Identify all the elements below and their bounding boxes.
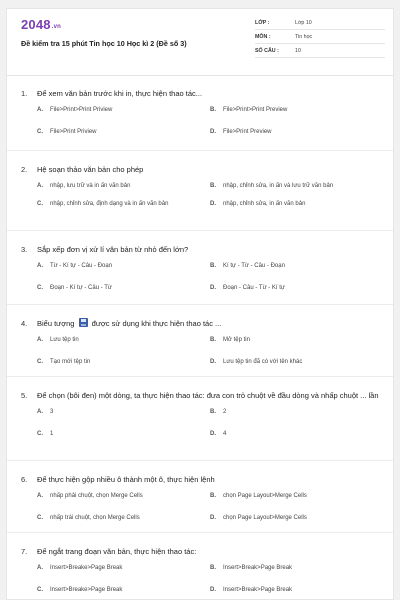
answer-text: Insert>Break>Page Break	[223, 565, 293, 571]
answer-text: Đoạn - Câu - Từ - Kí tự	[223, 285, 285, 291]
logo-text: 2048	[21, 17, 51, 32]
answer-text: Tạo mới tệp tin	[50, 359, 91, 365]
answer-letter: C.	[37, 285, 43, 291]
question-number: 4.	[21, 319, 28, 328]
answer-option[interactable]	[210, 358, 383, 367]
logo-suffix: .vn	[51, 24, 62, 30]
answer-letter: B.	[210, 409, 216, 415]
answer-letter: D.	[210, 129, 216, 135]
answer-letter: A.	[37, 337, 43, 343]
answer-letter: D.	[210, 201, 216, 207]
info-value: 10	[295, 47, 301, 54]
question-text-part: Biểu tượng	[37, 319, 75, 328]
info-row-question-count	[255, 44, 385, 58]
answer-letter: D.	[210, 285, 216, 291]
answer-grid	[21, 492, 379, 523]
answer-letter: A.	[37, 565, 43, 571]
answer-option[interactable]	[210, 262, 383, 271]
question-number: 5.	[21, 391, 28, 400]
question-number: 1.	[21, 89, 28, 98]
answer-text: 3	[50, 409, 54, 415]
answer-text: Đoạn - Kí tự - Câu - Từ	[50, 285, 112, 291]
answer-option[interactable]	[37, 182, 210, 191]
question-number: 7.	[21, 547, 28, 556]
answer-letter: C.	[37, 431, 43, 437]
answer-option[interactable]	[37, 106, 210, 115]
answer-option[interactable]	[37, 200, 210, 209]
answer-option[interactable]	[37, 262, 210, 271]
answer-letter: A.	[37, 183, 43, 189]
answer-text: File>Print>Print Priview	[50, 107, 113, 113]
exam-info-box	[255, 16, 385, 58]
answer-text: nhấp trái chuột, chọn Merge Cells	[50, 515, 140, 521]
answer-letter: B.	[210, 263, 216, 269]
answer-option[interactable]	[210, 182, 383, 191]
answer-letter: B.	[210, 107, 216, 113]
answer-text: 2	[223, 409, 227, 415]
answer-letter: B.	[210, 493, 216, 499]
answer-text: nhập, chỉnh sửa, in ấn và lưu trữ văn bản	[223, 183, 334, 189]
info-label: SỐ CÂU :	[255, 47, 279, 54]
answer-option[interactable]	[210, 284, 383, 293]
answer-text: File>Print Preview	[223, 129, 272, 135]
answer-grid	[21, 262, 379, 293]
question-item	[7, 151, 393, 231]
question-heading	[21, 474, 379, 485]
answer-option[interactable]	[37, 336, 210, 345]
answer-option[interactable]	[210, 430, 383, 439]
answer-grid	[21, 106, 379, 137]
info-label: MÔN :	[255, 33, 271, 40]
answer-text: Insert>Breake>Page Break	[50, 587, 123, 593]
info-row-class	[255, 16, 385, 30]
answer-text: chọn Page Layout>Merge Cells	[223, 515, 307, 521]
question-text: Để xem văn bản trước khi in, thực hiện thao tác...	[37, 89, 203, 98]
question-text: Để chọn (bôi đen) một dòng, ta thực hiện thao tác: đưa con trỏ chuột về đầu dòng và nhấp chuột ... lần	[37, 391, 379, 400]
question-item	[7, 75, 393, 151]
answer-letter: D.	[210, 431, 216, 437]
answer-letter: C.	[37, 359, 43, 365]
answer-text: Lưu tệp tin	[50, 337, 79, 343]
answer-letter: C.	[37, 201, 43, 207]
question-heading	[21, 318, 379, 329]
answer-text: Insert>Breake>Page Break	[50, 565, 123, 571]
answer-text: chọn Page Layout>Merge Cells	[223, 493, 307, 499]
answer-option[interactable]	[210, 492, 383, 501]
answer-letter: B.	[210, 565, 216, 571]
question-heading	[21, 546, 379, 557]
answer-grid	[21, 408, 379, 439]
answer-text: Lưu tệp tin đã có với tên khác	[223, 359, 303, 365]
answer-text: File>Print Priview	[50, 129, 97, 135]
answer-option[interactable]	[210, 564, 383, 573]
answer-text: nhập, lưu trữ và in ấn văn bản	[50, 183, 131, 189]
answer-option[interactable]	[210, 408, 383, 417]
answer-letter: B.	[210, 337, 216, 343]
answer-text: Mở tệp tin	[223, 337, 250, 343]
answer-option[interactable]	[37, 358, 210, 367]
question-heading	[21, 390, 379, 401]
question-item	[7, 533, 393, 600]
answer-text: Kí tự - Từ - Câu - Đoạn	[223, 263, 285, 269]
answer-letter: C.	[37, 587, 43, 593]
question-number: 6.	[21, 475, 28, 484]
answer-text: 1	[50, 431, 54, 437]
answer-letter: A.	[37, 107, 43, 113]
answer-option[interactable]	[210, 106, 383, 115]
question-list	[7, 75, 393, 600]
answer-text: 4	[223, 431, 227, 437]
info-row-subject	[255, 30, 385, 44]
question-text: Sắp xếp đơn vị xử lí văn bản từ nhỏ đến lớn?	[37, 245, 189, 254]
answer-grid	[21, 564, 379, 595]
question-heading	[21, 88, 379, 99]
answer-letter: C.	[37, 129, 43, 135]
info-value: Lớp 10	[295, 19, 312, 26]
question-text: Hệ soạn thảo văn bản cho phép	[37, 165, 144, 174]
answer-option[interactable]	[37, 430, 210, 439]
answer-text: nhập, chỉnh sửa, in ấn văn bản	[223, 201, 306, 207]
question-text	[37, 318, 379, 329]
answer-option[interactable]	[37, 514, 210, 523]
answer-option[interactable]	[210, 336, 383, 345]
answer-letter: A.	[37, 493, 43, 499]
save-icon	[79, 318, 88, 327]
answer-option[interactable]	[210, 586, 383, 595]
answer-letter: A.	[37, 263, 43, 269]
info-label: LỚP :	[255, 19, 270, 26]
question-item	[7, 231, 393, 305]
answer-letter: C.	[37, 515, 43, 521]
question-text-part: được sử dụng khi thực hiện thao tác ...	[91, 319, 222, 328]
info-value: Tin học	[295, 33, 313, 40]
answer-option[interactable]	[37, 408, 210, 417]
question-heading	[21, 164, 379, 175]
answer-grid	[21, 336, 379, 367]
answer-letter: B.	[210, 183, 216, 189]
answer-option[interactable]	[37, 586, 210, 595]
answer-option[interactable]	[37, 284, 210, 293]
exam-title: Đề kiểm tra 15 phút Tin học 10 Học kì 2 (Đề số 3)	[21, 39, 187, 48]
question-item	[7, 305, 393, 377]
question-text: Để thực hiện gộp nhiều ô thành một ô, thực hiện lệnh	[37, 475, 215, 484]
answer-grid	[21, 182, 379, 209]
answer-letter: D.	[210, 515, 216, 521]
question-item	[7, 377, 393, 461]
answer-text: nhấp phải chuột, chọn Merge Cells	[50, 493, 143, 499]
answer-option[interactable]	[210, 514, 383, 523]
answer-text: Từ - Kí tự - Câu - Đoạn	[50, 263, 113, 269]
answer-option[interactable]	[37, 492, 210, 501]
answer-text: nhập, chỉnh sửa, định dạng và in ấn văn bản	[50, 201, 169, 207]
answer-option[interactable]	[210, 200, 383, 209]
answer-option[interactable]	[37, 564, 210, 573]
answer-letter: D.	[210, 359, 216, 365]
answer-letter: A.	[37, 409, 43, 415]
question-number: 3.	[21, 245, 28, 254]
question-number: 2.	[21, 165, 28, 174]
exam-header	[7, 9, 393, 69]
question-item	[7, 461, 393, 533]
answer-option[interactable]	[210, 128, 383, 137]
answer-text: Insert>Break>Page Break	[223, 587, 293, 593]
answer-letter: D.	[210, 587, 216, 593]
exam-page	[6, 8, 394, 600]
question-heading	[21, 244, 379, 255]
answer-option[interactable]	[37, 128, 210, 137]
question-text: Để ngắt trang đoạn văn bản, thực hiện thao tác:	[37, 547, 197, 556]
answer-text: File>Print>Print Preview	[223, 107, 288, 113]
